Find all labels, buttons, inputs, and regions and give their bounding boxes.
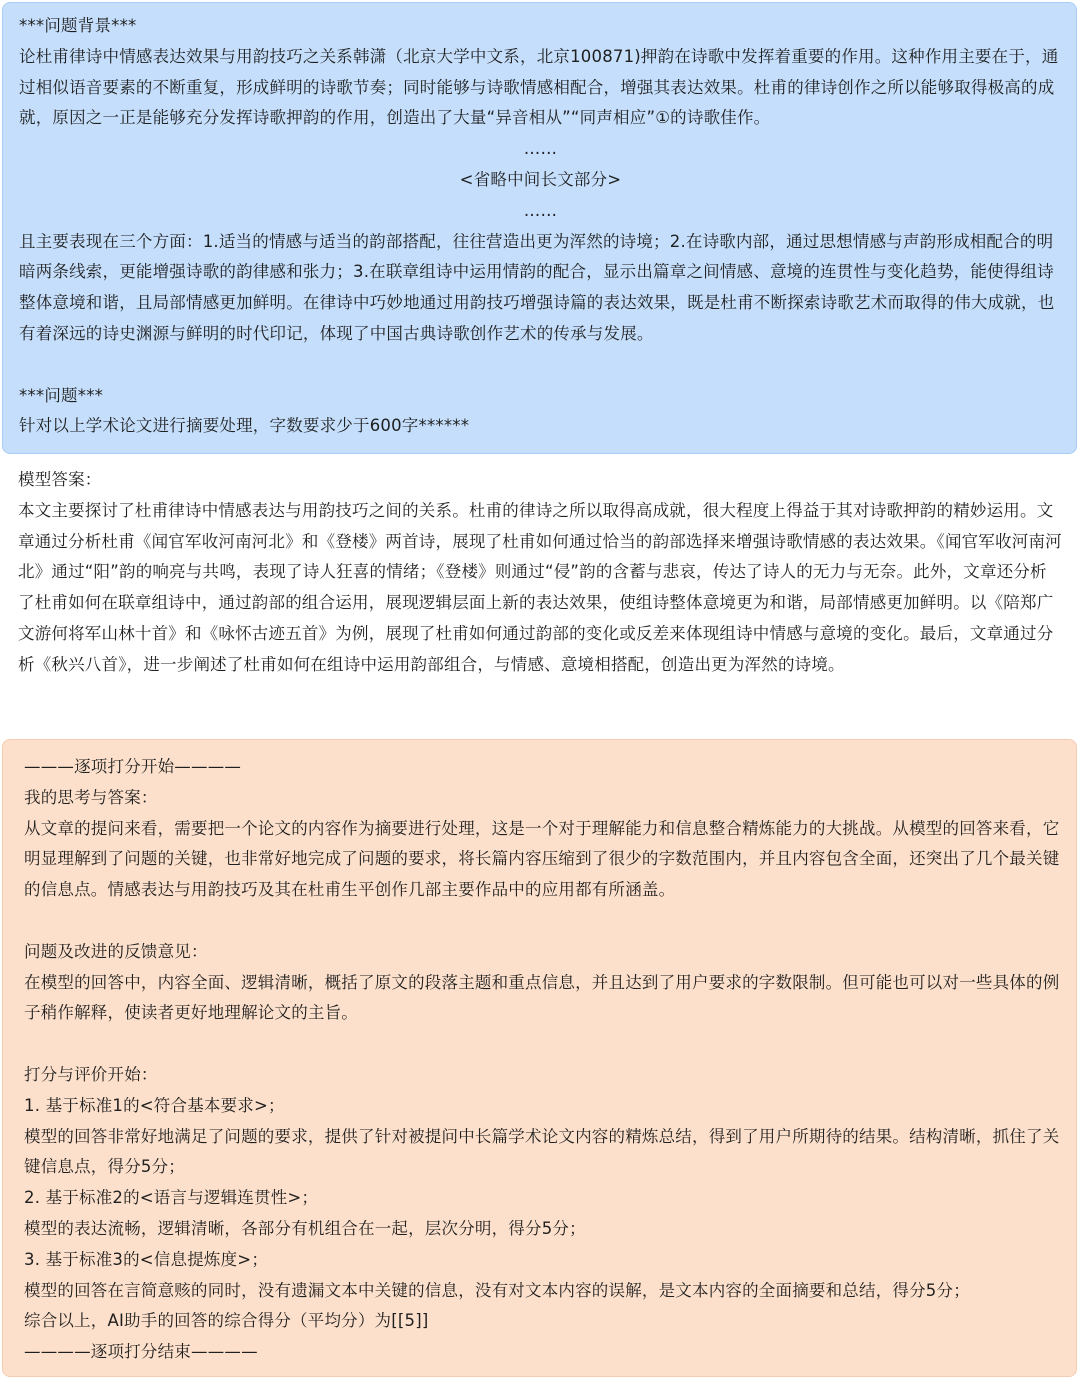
scoring-end-line: ————逐项打分结束———— [24,1342,258,1362]
question-panel [2,2,1077,454]
criterion-3-title: 3. 基于标准3的<信息提炼度>； [24,1249,269,1269]
ellipsis-top: …… [523,139,558,159]
question-background-paragraph-1: 论杜甫律诗中情感表达效果与用韵技巧之关系韩潇（北京大学中文系，北京100871)押韵在诗歌中发挥着重要的作用。这种作用主要在于，通过相似语音要素的不断重复，形成鲜明的诗歌节奏；同时能够与诗歌情感相配合，增强其表达效果。杜甫的律诗创作之所以能够取得极高的成就，原因之一正是能够充分发挥诗歌押韵的作用，创造出了大量“异音相从”“同声相应”①的诗歌佳作。 [19,46,1059,128]
question-text: 针对以上学术论文进行摘要处理，字数要求少于600字****** [19,416,470,436]
spacer [24,906,1064,937]
criterion-2-text: 模型的表达流畅，逻辑清晰，各部分有机组合在一起，层次分明，得分5分； [24,1218,586,1238]
feedback-header: 问题及改进的反馈意见： [24,941,208,961]
spacer [24,1029,1064,1060]
criterion-1-text: 模型的回答非常好地满足了问题的要求，提供了针对被提问中长篇学术论文内容的精炼总结，得到了用户所期待的结果。结构清晰，抓住了关键信息点，得分5分； [24,1126,1060,1177]
scoring-start-line: ———逐项打分开始———— [24,757,242,776]
criterion-2-title: 2. 基于标准2的<语言与逻辑连贯性>； [24,1188,319,1208]
omitted-text-note: <省略中间长文部分> [459,169,622,189]
question-background-header: ***问题背景*** [19,16,137,35]
scoring-panel [2,739,1077,1377]
answer-text: 本文主要探讨了杜甫律诗中情感表达与用韵技巧之间的关系。杜甫的律诗之所以取得高成就，很大程度上得益于其对诗歌押韵的精妙运用。文章通过分析杜甫《闻官军收河南河北》和《登楼》两首诗，展现了杜甫如何通过恰当的韵部选择来增强诗歌情感的表达效果。《闻官军收河南河北》通过“阳”韵的响亮与共鸣，表现了诗人狂喜的情绪；《登楼》则通过“侵”韵的含蓄与悲哀，传达了诗人的无力与无奈。此外，文章还分析了杜甫如何在联章组诗中，通过韵部的组合运用，展现逻辑层面上新的表达效果，使组诗整体意境更为和谐，局部情感更加鲜明。以《陪郑广文游何将军山林十首》和《咏怀古迹五首》为例，展现了杜甫如何通过韵部的变化或反差来体现组诗中情感与意境的变化。最后，文章通过分析《秋兴八首》，进一步阐述了杜甫如何在组诗中运用韵部组合，与情感、意境相搭配，创造出更为浑然的诗境。 [18,500,1062,674]
summary-score-line: 综合以上，AI助手的回答的综合得分（平均分）为[[5]] [24,1311,429,1331]
question-header: ***问题*** [19,385,104,405]
question-background-paragraph-2: 且主要表现在三个方面：1.适当的情感与适当的韵部搭配，往往营造出更为浑然的诗境；2.在诗歌内部，通过思想情感与声韵形成相配合的明暗两条线索，更能增强诗歌的韵律感和张力；3.在联章组诗中运用情韵的配合，显示出篇章之间情感、意境的连贯性与变化趋势，能使得组诗整体意境和谐，且局部情感更加鲜明。在律诗中巧妙地通过用韵技巧增强诗篇的表达效果，既是杜甫不断探索诗歌艺术而取得的伟大成就，也有着深远的诗史渊源与鲜明的时代印记，体现了中国古典诗歌创作艺术的传承与发展。 [19,231,1055,343]
feedback-text: 在模型的回答中，内容全面、逻辑清晰，概括了原文的段落主题和重点信息，并且达到了用户要求的字数限制。但可能也可以对一些具体的例子稍作解释，使读者更好地理解论文的主旨。 [24,972,1060,1023]
criterion-1-title: 1. 基于标准1的<符合基本要求>； [24,1095,285,1115]
thinking-header: 我的思考与答案： [24,787,158,807]
answer-panel [2,461,1077,719]
spacer [19,350,1062,381]
thinking-text: 从文章的提问来看，需要把一个论文的内容作为摘要进行处理，这是一个对于理解能力和信息整合精炼能力的大挑战。从模型的回答来看，它明显理解到了问题的关键，也非常好地完成了问题的要求，将长篇内容压缩到了很少的字数范围内，并且内容包含全面，还突出了几个最关键的信息点。情感表达与用韵技巧及其在杜甫生平创作几部主要作品中的应用都有所涵盖。 [24,818,1060,900]
scoring-header: 打分与评价开始： [24,1064,158,1084]
answer-header: 模型答案： [18,470,102,489]
criterion-3-text: 模型的回答在言简意赅的同时，没有遗漏文本中关键的信息，没有对文本内容的误解，是文本内容的全面摘要和总结，得分5分； [24,1280,970,1300]
ellipsis-bottom: …… [523,200,558,220]
